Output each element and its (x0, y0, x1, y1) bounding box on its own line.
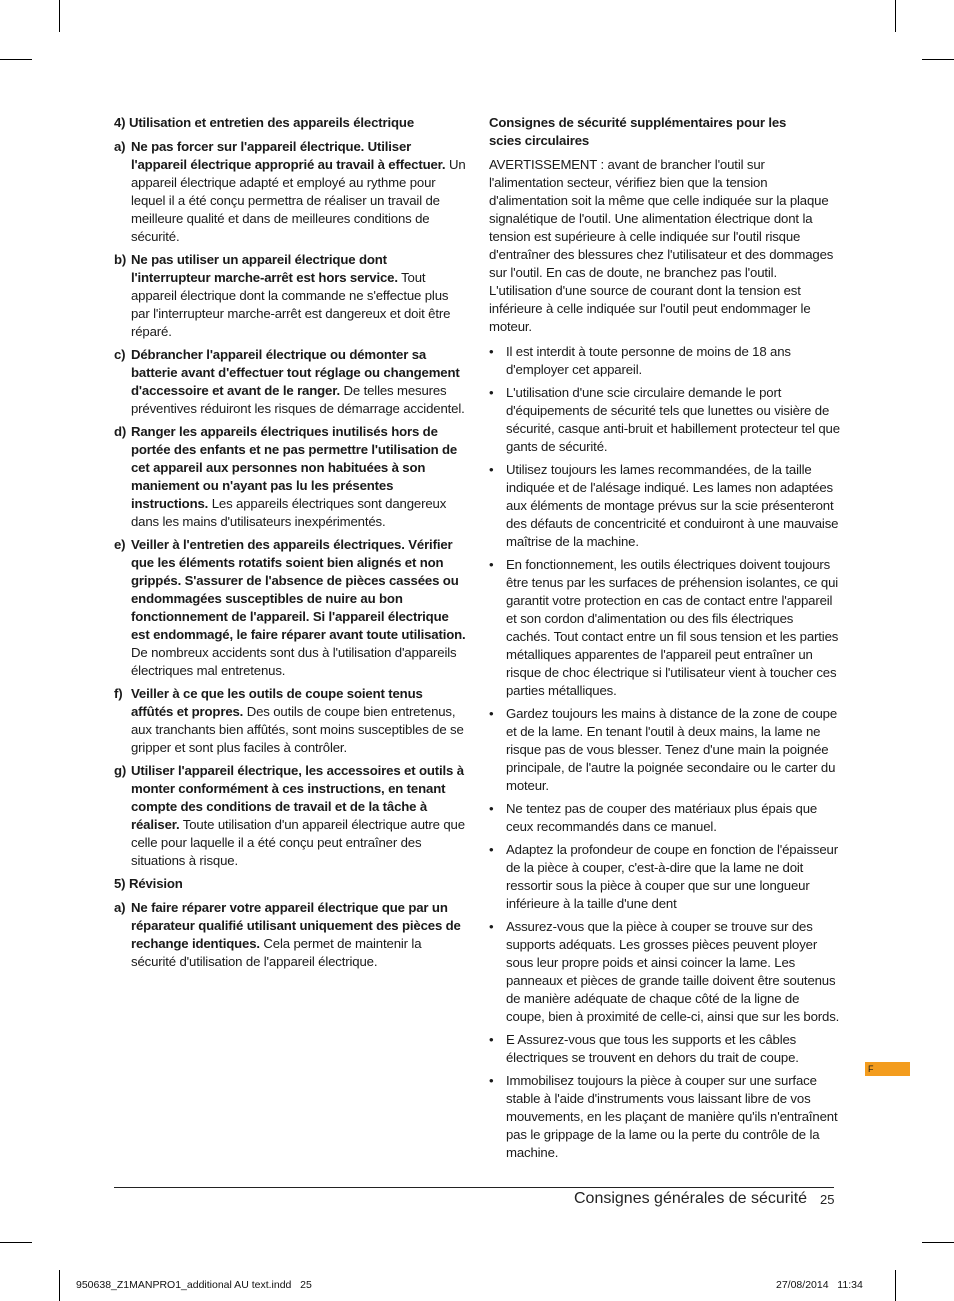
item-text (131, 899, 468, 971)
warning-paragraph: AVERTISSEMENT : avant de brancher l'outil sur l'alimentation secteur, vérifiez bien que la tension d'alimentation soit la même que celle indiquée sur la plaque signalétique de l'outil. Une alimentation électrique dont la tension est supérieure à celle indiquée sur l'outil risque d'entraîner des blessures chez l'utilisateur et des dommages sur l'outil. En cas de doute, ne branchez pas l'outil. L'utilisation d'une source de courant dont la tension est inférieure à celle indiquée sur l'outil peut endommager le moteur. (489, 157, 834, 334)
item-bold-text: Ne pas forcer sur l'appareil électrique. Utiliser l'appareil électrique approprié au travail à effectuer. (131, 139, 446, 172)
item-normal-text: Un appareil électrique adapté et employé au rythme pour lequel il a été conçu permettra de réaliser un travail de meilleure qualité et dans de meilleures conditions de sécurité. (131, 157, 466, 244)
item-normal-text: Tout appareil électrique dont la commande ne s'effectue plus par l'interrupteur marche-arrêt est dangereux et doit être réparé. (131, 270, 451, 339)
bullet-icon: • (489, 801, 494, 816)
item-text (131, 251, 468, 341)
circular-saw-heading: Consignes de sécurité supplémentaires pour les scies circulaires (489, 115, 787, 148)
bullet-item (489, 384, 841, 456)
item-text (131, 536, 468, 680)
bullet-text: En fonctionnement, les outils électriques doivent toujours être tenus par les surfaces de préhension isolantes, ce qui garantit votre protection en cas de contact entre l'appareil et son cordon d'alimentation ou des fils électriques cachés. Tout contact entre un fil sous tension et les parties métalliques apparentes de l'appareil peut entraîner un risque de choc électrique si l'utilisateur vient à toucher ces parties métalliques. (506, 557, 839, 698)
bullet-text: Gardez toujours les mains à distance de la zone de coupe et de la lame. En tenant l'outil à deux mains, la lame ne risque pas de vous blesser. Tenez d'une main la poignée principale, de l'autre la poignée secondaire ou le carter du moteur. (506, 706, 838, 793)
page-number: 25 (820, 1192, 835, 1207)
crop-mark (922, 59, 954, 60)
bullet-text: Immobilisez toujours la pièce à couper sur une surface stable à l'aide d'instruments vous laissant libre de vos mouvements, en les plaçant de manière qu'ils n'entraînent pas le grippage de la lame ou la perte du contrôle de la machine. (506, 1073, 838, 1160)
item-label: a) (114, 900, 126, 915)
item-label: c) (114, 347, 126, 362)
right-column (489, 114, 841, 1167)
item-text (131, 685, 468, 757)
item-normal-text: Toute utilisation d'un appareil électrique autre que celle pour laquelle il a été conçu peut entraîner des situations à risque. (131, 817, 465, 868)
left-column (114, 114, 468, 976)
bullet-item (489, 343, 841, 379)
crop-mark (0, 59, 32, 60)
bullet-icon: • (489, 385, 494, 400)
item-label: e) (114, 537, 126, 552)
list-item (114, 762, 468, 870)
bullet-text: Utilisez toujours les lames recommandées, de la taille indiquée et de l'alésage indiqué. Les lames non adaptées aux éléments de montage prévus sur la scie présenteront des défauts de concentricité et conduiront à une mauvaise maîtrise de la machine. (506, 462, 839, 549)
item-normal-text: Les appareils électriques sont dangereux dans les mains d'utilisateurs inexpérimentés. (131, 496, 447, 529)
bullet-icon: • (489, 1073, 494, 1088)
bullet-item (489, 1072, 841, 1162)
bullet-icon: • (489, 344, 494, 359)
list-item (114, 685, 468, 757)
list-item (114, 251, 468, 341)
bullet-item (489, 918, 841, 1026)
item-label: b) (114, 252, 127, 267)
item-bold-text: Ne pas utiliser un appareil électrique dont l'interrupteur marche-arrêt est hors service. (131, 252, 398, 285)
bullet-item (489, 1031, 841, 1067)
bullet-icon: • (489, 1032, 494, 1047)
item-normal-text: De telles mesures préventives réduiront les risques de démarrage accidentel. (131, 383, 465, 416)
item-normal-text: De nombreux accidents sont dus à l'utilisation d'appareils électriques mal entretenus. (131, 645, 457, 678)
crop-mark (59, 0, 60, 32)
bullet-item (489, 556, 841, 700)
bullet-text: Il est interdit à toute personne de moins de 18 ans d'employer cet appareil. (506, 344, 791, 377)
item-bold-text: Ranger les appareils électriques inutilisés hors de portée des enfants et ne pas permettre l'utilisation de cet appareil aux personnes non habituées à son maniement ou n'ayant pas lu les présentes instructions. (131, 424, 458, 511)
bullet-item (489, 461, 841, 551)
section-4-items (114, 138, 468, 870)
footer-rule (114, 1187, 834, 1188)
bullet-icon: • (489, 842, 494, 857)
bullet-item (489, 705, 841, 795)
item-normal-text: Cela permet de maintenir la sécurité d'utilisation de l'appareil électrique. (131, 936, 422, 969)
bullet-text: E Assurez-vous que tous les supports et les câbles électriques se trouvent en dehors du trait de coupe. (506, 1032, 799, 1065)
crop-mark (895, 1270, 896, 1301)
item-bold-text: Ne faire réparer votre appareil électrique que par un réparateur qualifié utilisant uniquement des pièces de rechange identiques. (131, 900, 461, 951)
section-4-heading: 4) Utilisation et entretien des appareils électrique (114, 115, 415, 130)
bullet-icon: • (489, 462, 494, 477)
item-bold-text: Utiliser l'appareil électrique, les accessoires et outils à monter conformément à ces instructions, en tenant compte des conditions de travail et de la tâche à réaliser. (131, 763, 464, 832)
bullet-item (489, 800, 841, 836)
slug-date-time: 27/08/2014 11:34 (776, 1279, 863, 1291)
list-item (114, 899, 468, 971)
slug-file-info: 950638_Z1MANPRO1_additional AU text.indd 25 (76, 1279, 312, 1291)
bullet-icon: • (489, 919, 494, 934)
item-bold-text: Débrancher l'appareil électrique ou démonter sa batterie avant d'effectuer tout réglage ou changement d'accessoire et avant de le ranger. (131, 347, 460, 398)
bullet-text: Ne tentez pas de couper des matériaux plus épais que ceux recommandés dans ce manuel. (506, 801, 818, 834)
item-text (131, 346, 468, 418)
item-text (131, 762, 468, 870)
bullet-icon: • (489, 557, 494, 572)
item-normal-text: Des outils de coupe bien entretenus, aux tranchants bien affûtés, sont moins susceptibles de se gripper et sont plus faciles à contrôler. (131, 704, 464, 755)
list-item (114, 138, 468, 246)
crop-mark (59, 1270, 60, 1301)
footer-title: Consignes générales de sécurité (574, 1190, 808, 1207)
list-item (114, 536, 468, 680)
bullet-text: Assurez-vous que la pièce à couper se trouve sur des supports adéquats. Les grosses pièces peuvent ployer sous leur propre poids et ainsi coincer la lame. Les panneaux et pièces de grande taille doivent être soutenus de manière adéquate de chaque côté de la ligne de coupe, bien à proximité de celle-ci, ainsi que sur les bords. (506, 919, 840, 1024)
list-item (114, 346, 468, 418)
item-label: f) (114, 686, 123, 701)
item-text (131, 138, 468, 246)
list-item (114, 423, 468, 531)
item-bold-text: Veiller à ce que les outils de coupe soient tenus affûtés et propres. (131, 686, 423, 719)
safety-bullets (489, 343, 841, 1162)
item-label: d) (114, 424, 127, 439)
language-tab: F (865, 1062, 910, 1076)
bullet-icon: • (489, 706, 494, 721)
bullet-text: L'utilisation d'une scie circulaire demande le port d'équipements de sécurité tels que lunettes ou visière de sécurité, casque anti-bruit et habillement protecteur tel que gants de sécurité. (506, 385, 840, 454)
bullet-item (489, 841, 841, 913)
item-text (131, 423, 468, 531)
section-5-heading: 5) Révision (114, 876, 183, 891)
crop-mark (922, 1242, 954, 1243)
crop-mark (0, 1242, 32, 1243)
item-label: g) (114, 763, 127, 778)
item-bold-text: Veiller à l'entretien des appareils électriques. Vérifier que les éléments rotatifs soient bien alignés et non grippés. S'assurer de l'absence de pièces cassées ou endommagées susceptibles de nuire au bon fonctionnement de l'appareil. Si l'appareil électrique est endommagé, le faire réparer avant toute utilisation. (131, 537, 466, 642)
section-5-items (114, 899, 468, 971)
bullet-text: Adaptez la profondeur de coupe en fonction de l'épaisseur de la pièce à couper, c'est-à-dire que la lame ne doit ressortir sous la pièce à couper que sur une longueur inférieure à la taille d'une dent (506, 842, 838, 911)
crop-mark (895, 0, 896, 32)
item-label: a) (114, 139, 126, 154)
